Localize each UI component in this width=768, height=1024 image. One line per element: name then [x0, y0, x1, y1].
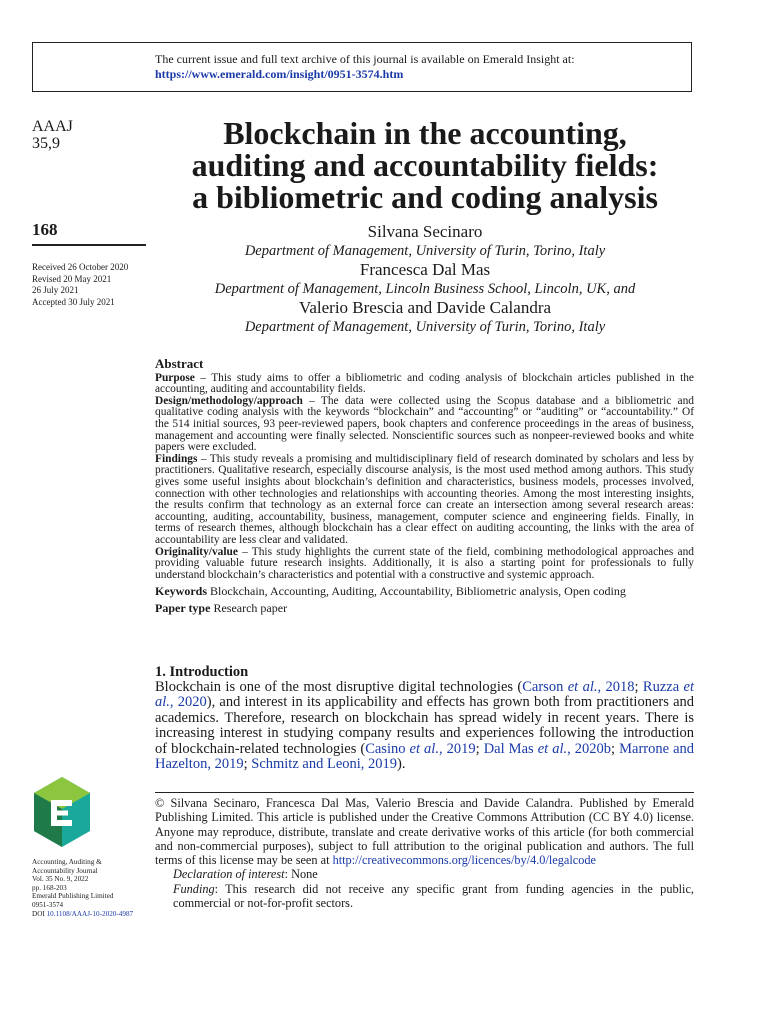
intro-text: Blockchain is one of the most disruptive digital technologies (: [155, 679, 523, 695]
paper-type-label: Paper type: [155, 601, 211, 616]
revised-date-2: 26 July 2021: [32, 285, 79, 295]
journal-info-line: Emerald Publishing Limited: [32, 892, 114, 901]
funding-text: : This research did not receive any specific grant from funding agencies in the public, commercial or not-for-profit sectors.: [173, 881, 694, 911]
citation-author: Ruzza: [642, 679, 684, 695]
purpose-text: – This study aims to offer a bibliometric and coding analysis of blockchain articles published in the accounting, auditing and accountability fields.: [155, 371, 694, 396]
author-affiliation: Department of Management, University of Turin, Torino, Italy: [244, 319, 606, 335]
intro-text: ).: [397, 756, 406, 773]
copyright-notice: [155, 792, 694, 910]
abstract-findings: [155, 454, 694, 547]
title-line: Blockchain in the accounting,: [223, 115, 627, 151]
abstract-purpose: [155, 373, 694, 396]
received-date: Received 26 October 2020: [32, 262, 129, 272]
citation-link[interactable]: Marrone and Hazelton, 2019: [155, 740, 695, 773]
abstract-originality: [155, 547, 694, 582]
journal-info-line: pp. 168-203: [32, 883, 67, 892]
title-line: a bibliometric and coding analysis: [192, 179, 658, 215]
citation-year: , 2020b: [567, 740, 612, 757]
findings-label: Findings: [155, 452, 198, 465]
citation-separator: ;: [243, 756, 252, 773]
declaration-label: Declaration of interest: [173, 867, 285, 882]
license-link[interactable]: http://creativecommons.org/licences/by/4.0/legalcode: [332, 853, 596, 868]
author-affiliation: Department of Management, Lincoln Business School, Lincoln, UK, and: [214, 281, 636, 297]
originality-text: – This study highlights the current state of the field, combining methodological approaches and providing valuable future research insights. Additionally, it is also a starting point for professionals to fully understand blockchain’s characteristics and potential with a constructive and systemic approach.: [155, 545, 694, 581]
author-name: Silvana Secinaro: [367, 222, 483, 241]
article-dates: [32, 262, 128, 308]
citation-separator: ;: [611, 740, 620, 757]
findings-text: – This study reveals a promising and multidisciplinary field of research dominated by scholars and less by practitioners. Qualitative research, especially discourse analysis, is the most used method among authors. This study gives some useful insights about blockchain’s definition and characteristics, business models, processes involved, connection with other technologies and relationships with accounting theories. Among the most interesting insights, the results confirm that technology as an external force can create an intersection among several research areas: accounting, auditing, accountability, business, management, computer science and engineering fields. Finally, in terms of research themes, although blockchain has a clear effect on auditing accounting, the links with the area of accountability are less clear and validated.: [155, 452, 694, 546]
citation-separator: ;: [634, 679, 643, 695]
author-name: Valerio Brescia and Davide Calandra: [298, 298, 552, 317]
citation-year: , 2020: [169, 694, 207, 711]
journal-access-notice: [32, 42, 692, 92]
design-label: Design/methodology/approach: [155, 394, 303, 407]
abstract-heading: Abstract: [155, 356, 204, 371]
introduction-paragraph: [155, 680, 694, 772]
design-text: – The data were collected using the Scopus database and a bibliometric and qualitative coding analysis with the keywords “blockchain” and “accounting” or “auditing” or “accountability.” Of the 514 initial sources, 93 peer-reviewed papers, book chapters and conference proceedings in the areas of business, management and accounting were finally selected. Nonscientific sources such as nonpeer-reviewed books and white papers were excluded.: [155, 394, 694, 454]
license-paragraph: [155, 796, 694, 867]
doi-prefix: DOI: [32, 909, 47, 918]
volume-issue: 35,9: [32, 135, 60, 152]
doi-link[interactable]: 10.1108/AAAJ-10-2020-4987: [46, 909, 134, 918]
page-number: 168: [32, 220, 146, 246]
funding-statement: [155, 882, 694, 911]
doi-line: [32, 910, 133, 919]
journal-info-line: 0951-3574: [32, 900, 64, 909]
title-line: auditing and accountability fields:: [191, 147, 659, 183]
citation-author: Carson: [522, 679, 568, 695]
journal-info-line: Accountability Journal: [32, 866, 98, 875]
citation-author: Casino: [365, 740, 410, 757]
funding-label: Funding: [173, 881, 215, 896]
journal-code: [32, 118, 73, 152]
keywords-label: Keywords: [155, 584, 207, 599]
abstract-section: [155, 358, 694, 615]
journal-url-link[interactable]: https://www.emerald.com/insight/0951-3574.htm: [155, 67, 404, 81]
citation-link[interactable]: [365, 741, 475, 757]
article-title: [150, 117, 700, 213]
citation-link[interactable]: Schmitz and Leoni, 2019: [251, 756, 398, 773]
journal-info-line: Accounting, Auditing &: [32, 858, 102, 866]
paper-type: [155, 601, 694, 615]
access-notice-text: The current issue and full text archive of this journal is available on Emerald Insight at:: [155, 52, 575, 66]
citation-separator: ;: [475, 740, 484, 757]
keywords: [155, 584, 694, 598]
originality-label: Originality/value: [155, 545, 238, 558]
author-affiliation: Department of Management, University of Turin, Torino, Italy: [244, 243, 606, 259]
journal-abbrev: AAAJ: [32, 118, 73, 135]
abstract-design: [155, 396, 694, 454]
citation-year: , 2018: [597, 679, 635, 695]
intro-text: ), and interest in its applicability and effects has grown both from practitioners and academics. Therefore, research on blockchain has spread widely in recent years. There is increasing interest in studying company results and experiences following the introduction of blockchain-related technologies (: [155, 694, 695, 757]
paper-type-text: Research paper: [210, 601, 288, 616]
citation-link[interactable]: [484, 741, 611, 757]
purpose-label: Purpose: [155, 371, 195, 384]
citation-year: , 2019: [438, 740, 476, 757]
citation-etal: et al.: [537, 740, 568, 757]
citation-etal: et al.: [409, 740, 439, 757]
emerald-logo-icon: [32, 775, 92, 849]
keywords-text: Blockchain, Accounting, Auditing, Accountability, Bibliometric analysis, Open coding: [207, 584, 626, 599]
journal-info-line: Vol. 35 No. 9, 2022: [32, 875, 89, 884]
citation-author: Dal Mas: [483, 740, 538, 757]
author-name: Francesca Dal Mas: [359, 260, 491, 279]
author-list: [150, 222, 700, 336]
accepted-date: Accepted 30 July 2021: [32, 296, 115, 307]
citation-link[interactable]: [522, 679, 634, 695]
introduction-section: [155, 664, 694, 772]
citation-etal: et al.: [567, 679, 598, 695]
license-text: © Silvana Secinaro, Francesca Dal Mas, Valerio Brescia and Davide Calandra. Published by Emerald Publishing Limited. This article is published under the Creative Commons Attribution (CC BY 4.0) license. Anyone may reproduce, distribute, translate and create derivative works of this article (for both commercial and non-commercial purposes), subject to full attribution to the original publication and authors. The full terms of this license may be seen at: [155, 796, 694, 868]
citation-etal: et al.: [155, 679, 695, 711]
journal-info: [32, 858, 133, 918]
declaration-of-interest: [155, 867, 694, 881]
declaration-text: : None: [284, 867, 318, 882]
revised-date: Revised 20 May 2021: [32, 273, 112, 284]
introduction-heading: 1. Introduction: [155, 664, 249, 680]
